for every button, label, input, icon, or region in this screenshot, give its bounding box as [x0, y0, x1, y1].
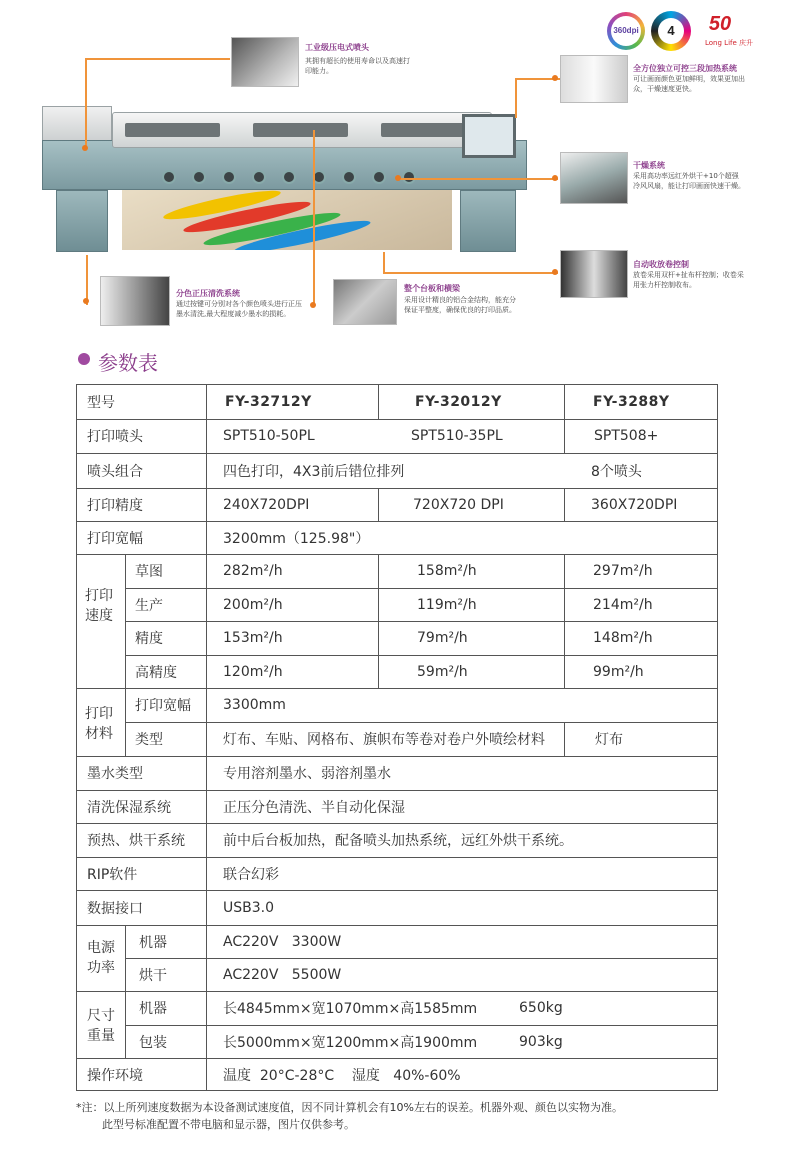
heating-photo: [560, 55, 628, 103]
size-dims: 长4845mm×宽1070mm×高1585mm: [223, 1001, 478, 1017]
power-group-label-2: 功率: [87, 960, 115, 976]
model-1: FY-32712Y: [225, 394, 312, 410]
piezo-head-photo: [231, 37, 299, 87]
callout-text: 通过按键可分别对各个颜色喷头进行正压墨水清洗,最大程度减少墨水的损耗。: [176, 300, 302, 318]
speed-value: 153m²/h: [223, 630, 283, 646]
row-label-model: 型号: [87, 395, 115, 411]
speed-value: 282m²/h: [223, 563, 283, 579]
head-2: SPT510-35PL: [411, 428, 503, 444]
material-type-value: 灯布、车贴、网格布、旗帜布等卷对卷户外喷绘材料: [223, 732, 545, 748]
speed-group-label-2: 速度: [85, 608, 113, 624]
head-3: SPT508+: [594, 428, 659, 444]
size-dims: 长5000mm×宽1200mm×高1900mm: [223, 1034, 478, 1051]
precision-3: 360X720DPI: [591, 496, 678, 513]
callout-text: 可让画面颜色更加鲜明，效果更加出众，干燥速度更快。: [633, 75, 745, 93]
speed-value: 214m²/h: [593, 596, 653, 613]
material-type-label: 类型: [135, 732, 163, 748]
interface-value: USB3.0: [223, 899, 275, 916]
size-group-label: 尺寸: [87, 1008, 115, 1024]
callout-dot: [552, 175, 558, 181]
material-width-value: 3300mm: [223, 697, 286, 713]
dpi-badge-text: 360dpi: [611, 16, 641, 46]
row-label-combo: 喷头组合: [87, 463, 143, 480]
section-title: 参数表: [98, 351, 158, 375]
callout-text: 采用高功率远红外烘干+10个超强冷风风扇，能让打印画面快速干燥。: [633, 172, 745, 190]
width-value: 3200mm（125.98"）: [223, 530, 370, 547]
speed-mode: 精度: [135, 631, 163, 647]
size-group-label-2: 重量: [87, 1028, 115, 1044]
row-label-head: 打印喷头: [87, 429, 143, 445]
callout-dot: [82, 145, 88, 151]
callout-dot: [552, 75, 558, 81]
power-group-label: 电源: [87, 940, 115, 956]
material-type-extra: 灯布: [595, 732, 623, 748]
power-value: AC220V 5500W: [223, 966, 342, 983]
environment-value: 温度 20°C-28°C 湿度 40%-60%: [223, 1067, 461, 1084]
callout-title: 工业级压电式喷头: [305, 43, 369, 52]
speed-group-label: 打印: [85, 588, 113, 604]
model-3: FY-3288Y: [593, 394, 670, 410]
row-label-precision: 打印精度: [87, 497, 143, 514]
speed-value: 148m²/h: [593, 630, 653, 646]
spec-table: [76, 384, 718, 1091]
callout-text: 采用设计精良的铝合金结构，能充分保证平整度，确保优良的打印品质。: [404, 296, 516, 314]
callout-title: 全方位独立可控三段加热系统: [633, 64, 737, 73]
speed-value: 297m²/h: [593, 563, 653, 579]
speed-value: 99m²/h: [593, 663, 644, 680]
section-bullet-icon: [78, 353, 90, 365]
drying-photo: [560, 152, 628, 204]
speed-value: 200m²/h: [223, 596, 283, 613]
callout-title: 干燥系统: [633, 161, 665, 170]
footnote: [76, 1099, 623, 1133]
size-part: 包装: [139, 1034, 167, 1051]
row-label-cleaning: 清洗保湿系统: [87, 799, 171, 816]
size-part: 机器: [139, 1001, 167, 1017]
speed-value: 120m²/h: [223, 663, 283, 680]
row-label-width: 打印宽幅: [87, 530, 143, 547]
row-label-interface: 数据接口: [87, 900, 143, 917]
callout-text: 其拥有超长的使用寿命以及高速打印能力。: [305, 57, 410, 75]
cleaning-photo: [100, 276, 170, 326]
printer-screen: [462, 114, 516, 158]
callout-title: 自动收放卷控制: [633, 260, 689, 269]
precision-2: 720X720 DPI: [413, 496, 504, 513]
product-showcase: [0, 0, 800, 340]
footnote-line-1: *注：以上所列速度数据为本设备测试速度值，因不同计算机会有10%左右的误差。机器外观、颜色以实物为准。: [76, 1101, 623, 1114]
anniversary-badge-icon: 50: [708, 13, 732, 35]
power-part: 机器: [139, 934, 167, 951]
precision-1: 240X720DPI: [223, 496, 310, 513]
platen-photo: [333, 279, 397, 325]
callout-text: 放卷采用双杆+扯布杆控制；收卷采用张力杆控制收布。: [633, 271, 744, 289]
row-label-ink: 墨水类型: [87, 766, 143, 782]
callout-dot: [83, 298, 89, 304]
winding-photo: [560, 250, 628, 298]
combo-value-alt: 8个喷头: [591, 463, 642, 480]
printer-carriage: [112, 112, 492, 148]
head-1: SPT510-50PL: [223, 428, 315, 444]
anniversary-badge-sub: Long Life 庆升: [705, 39, 754, 47]
callout-title: 分色正压清洗系统: [176, 289, 240, 298]
size-weight: 903kg: [519, 1033, 563, 1050]
material-width-label: 打印宽幅: [135, 698, 191, 714]
power-part: 烘干: [139, 967, 167, 984]
speed-value: 119m²/h: [417, 596, 477, 613]
callout-dot: [552, 269, 558, 275]
material-group-label-2: 材料: [85, 726, 113, 742]
row-label-environment: 操作环境: [87, 1067, 143, 1084]
speed-value: 79m²/h: [417, 630, 468, 646]
printed-media-image: [122, 190, 452, 250]
power-value: AC220V 3300W: [223, 933, 342, 950]
callout-dot: [310, 302, 316, 308]
combo-value: 四色打印，4X3前后错位排列: [223, 463, 405, 480]
speed-value: 158m²/h: [417, 563, 477, 579]
material-group-label: 打印: [85, 706, 113, 722]
speed-mode: 生产: [135, 597, 163, 614]
speed-mode: 高精度: [135, 664, 177, 681]
row-label-heating: 预热、烘干系统: [87, 833, 185, 849]
heating-value: 前中后台板加热，配备喷头加热系统，远红外烘干系统。: [223, 833, 573, 849]
color-badge-icon: [651, 11, 691, 51]
dpi-badge-icon: [607, 12, 645, 50]
callout-dot: [395, 175, 401, 181]
printer-image: [42, 106, 527, 256]
speed-mode: 草图: [135, 564, 163, 580]
size-weight: 650kg: [519, 1000, 563, 1016]
rip-value: 联合幻彩: [223, 866, 279, 883]
footnote-line-2: 此型号标准配置不带电脑和显示器，图片仅供参考。: [102, 1118, 355, 1131]
color-badge-text: 4: [658, 18, 684, 44]
ink-value: 专用溶剂墨水、弱溶剂墨水: [223, 766, 391, 782]
model-2: FY-32012Y: [415, 394, 502, 410]
callout-title: 整个台板和横梁: [404, 284, 460, 293]
speed-value: 59m²/h: [417, 663, 468, 680]
row-label-rip: RIP软件: [87, 866, 138, 883]
cleaning-value: 正压分色清洗、半自动化保湿: [223, 799, 405, 816]
